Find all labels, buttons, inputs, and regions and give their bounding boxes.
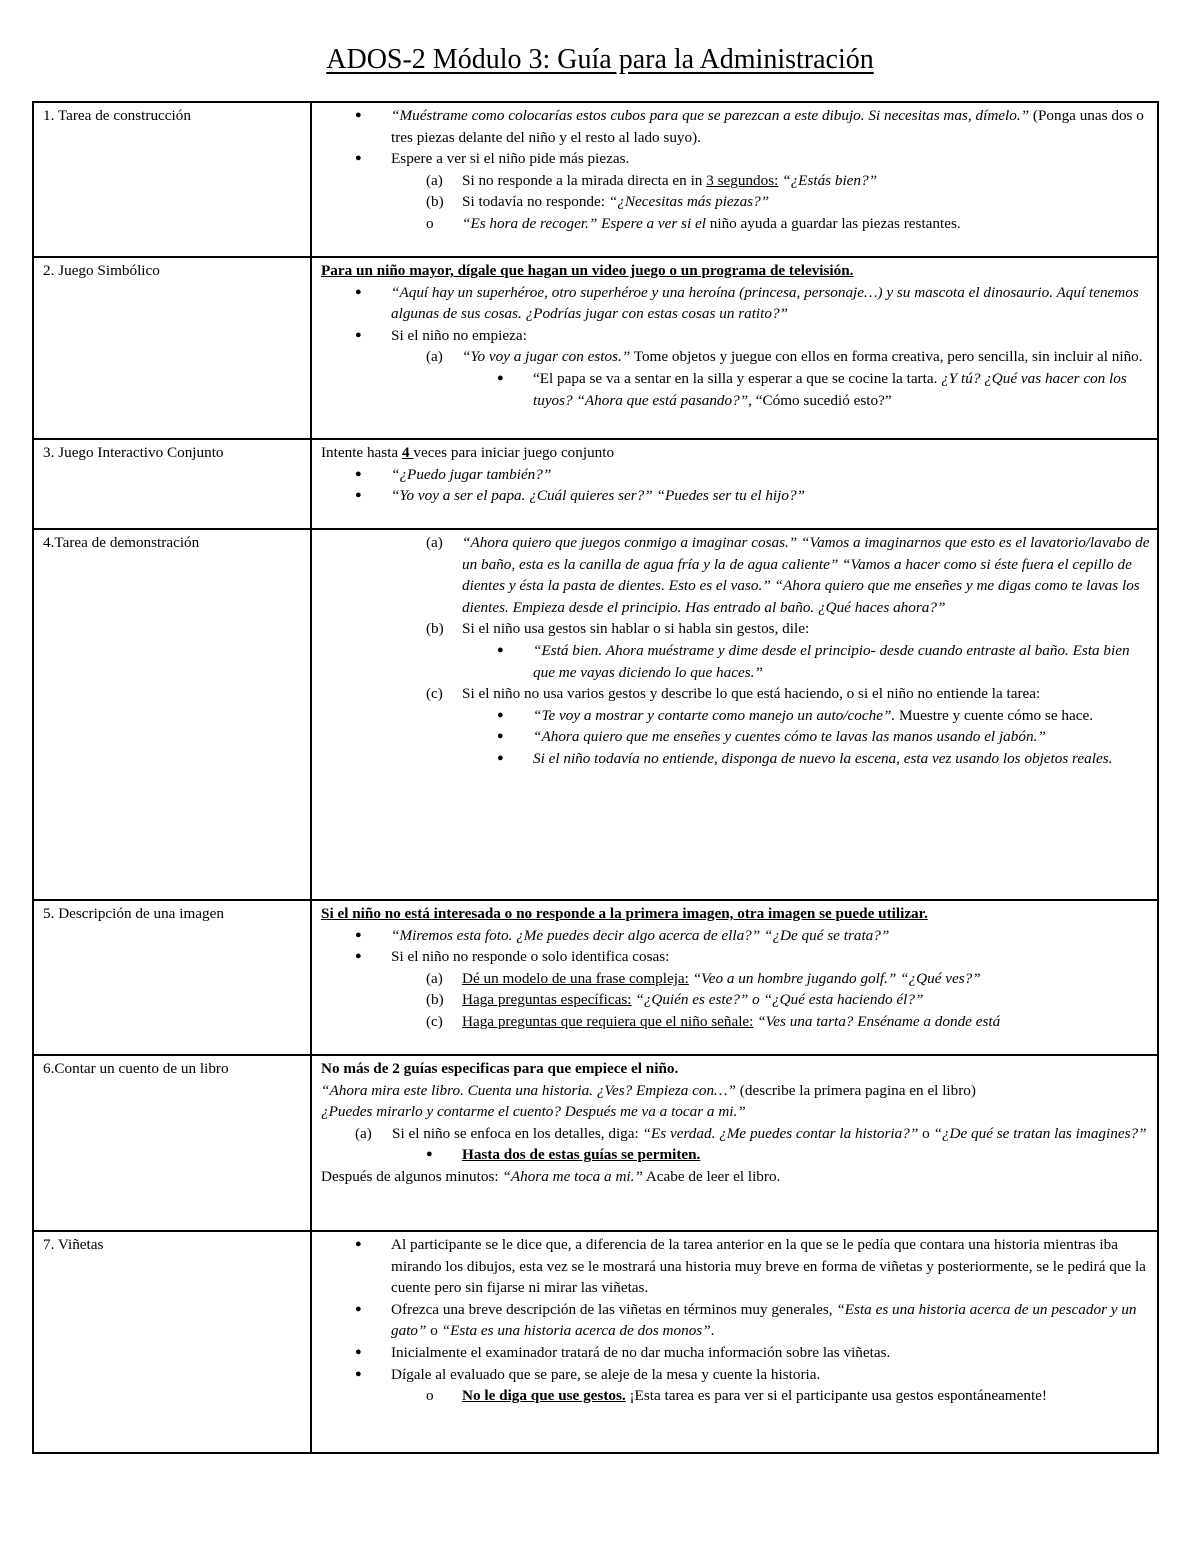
table-row [33,102,1158,257]
list-item: o “Es hora de recoger.” Espere a ver si el niño ayuda a guardar las piezas restantes. [426,214,961,232]
list-item: (c) Si el niño no usa varios gestos y describe lo que está haciendo, o si el niño no entiende la tarea: [426,685,1041,703]
task-label: 4.Tarea de demonstración [33,529,311,900]
row-text: “Ahora mira este libro. Cuenta una historia. ¿Ves? Empieza con…” (describe la primera pagina en el libro) [321,1081,976,1099]
list-item: ● “Aquí hay un superhéroe, otro superhéroe y una heroína (princesa, personaje…) y su mascota el dinosaurio. Aquí tenemos algunas de sus cosas. ¿Podrías jugar con estas cosas un ratito?” [321,282,1151,325]
row-header: No más de 2 guías especificas para que empiece el niño. [321,1060,679,1077]
list-item: ● Si el niño no responde o solo identifica cosas: [321,946,1151,968]
list-item: ● “El papa se va a sentar en la silla y esperar a que se cocine la tarta. ¿Y tú? ¿Qué vas hacer con los tuyos? “Ahora que está pasando?”, “Cómo sucedió esto?” [321,368,1151,411]
list-item: ● Inicialmente el examinador tratará de no dar mucha información sobre las viñetas. [321,1342,1151,1364]
row-text: ¿Puedes mirarlo y contarme el cuento? Después me va a tocar a mi.” [321,1103,746,1121]
table-row [33,1231,1158,1453]
row-header: Si el niño no está interesada o no responde a la primera imagen, otra imagen se puede utilizar. [321,905,928,922]
list-item: ● Dígale al evaluado que se pare, se aleje de la mesa y cuente la historia. [321,1364,1151,1386]
table-row [33,257,1158,439]
list-item: ● Hasta dos de estas guías se permiten. [321,1144,1151,1166]
list-item: (a) Si no responde a la mirada directa en in 3 segundos: “¿Estás bien?” [426,171,878,189]
task-instructions [311,529,1158,900]
list-item: ● Si el niño todavía no entiende, disponga de nuevo la escena, esta vez usando los objetos reales. [321,748,1151,770]
page-title: ADOS-2 Módulo 3: Guía para la Administración [326,44,874,75]
table-row [33,900,1158,1055]
row-text: Después de algunos minutos: “Ahora me toca a mi.” Acabe de leer el libro. [321,1167,781,1185]
list-item: (b) Si el niño usa gestos sin hablar o si habla sin gestos, dile: [426,620,810,638]
list-item: ● Espere a ver si el niño pide más piezas. [321,148,1151,170]
table-row [33,1055,1158,1231]
list-item: ● “Ahora quiero que me enseñes y cuentes cómo te lavas las manos usando el jabón.” [321,726,1151,748]
list-item: ● “¿Puedo jugar también?” [321,464,1151,486]
task-label: 1. Tarea de construcción [33,102,311,257]
list-item: ● Al participante se le dice que, a diferencia de la tarea anterior en la que se le pedía que contara una historia mientras iba mirando los dibujos, esta vez se le mostrará una historia muy breve en forma de viñetas y posteriormente, se le pedirá que la cuente pero sin fijarse ni mirar las viñetas. [321,1234,1151,1299]
task-instructions [311,439,1158,529]
list-item: ● Si el niño no empieza: [321,325,1151,347]
list-item: ● “Te voy a mostrar y contarte como manejo un auto/coche”. Muestre y cuente cómo se hace. [321,705,1151,727]
task-label: 2. Juego Simbólico [33,257,311,439]
task-instructions [311,102,1158,257]
list-item: ● Ofrezca una breve descripción de las viñetas en términos muy generales, “Esta es una historia acerca de un pescador y un gato” o “Esta es una historia acerca de dos monos”. [321,1299,1151,1342]
list-item: o No le diga que use gestos. ¡Esta tarea es para ver si el participante usa gestos espontáneamente! [426,1387,1047,1405]
list-item: (b) Haga preguntas específicas: “¿Quién es este?” o “¿Qué esta haciendo él?” [426,991,924,1009]
list-item: (c) Haga preguntas que requiera que el niño señale: “Ves una tarta? Enséname a donde está [426,1012,1001,1030]
administration-table [32,101,1159,1454]
list-item: ● “Miremos esta foto. ¿Me puedes decir algo acerca de ella?” “¿De qué se trata?” [321,925,1151,947]
task-instructions [311,257,1158,439]
list-item: (a) “Ahora quiero que juegos conmigo a imaginar cosas.” “Vamos a imaginarnos que esto es el lavatorio/lavabo de un baño, esta es la canilla de agua fría y la de agua caliente” “Vamos a hacer como si éste fuera el cepillo de dientes y ésta la pasta de dientes. Esto es el vaso.” “Ahora quiero que me enseñes y me digas como te lavas los dientes. Empieza desde el principio. Has entrado al baño. ¿Qué haces ahora?” [426,534,1150,616]
list-item: (a) Dé un modelo de una frase compleja: “Veo a un hombre jugando golf.” “¿Qué ves?” [426,969,981,987]
task-instructions [311,1055,1158,1231]
list-item: (a) “Yo voy a jugar con estos.” Tome objetos y juegue con ellos en forma creativa, pero sencilla, sin incluir al niño. [426,348,1143,366]
row-header: Para un niño mayor, dígale que hagan un video juego o un programa de televisión. [321,262,854,279]
task-label: 3. Juego Interactivo Conjunto [33,439,311,529]
list-item: (b) Si todavía no responde: “¿Necesitas más piezas?” [426,193,770,211]
row-intro: Intente hasta 4 veces para iniciar juego conjunto [321,444,615,461]
task-instructions [311,900,1158,1055]
task-instructions [311,1231,1158,1453]
table-row [33,529,1158,900]
list-item: ● “Está bien. Ahora muéstrame y dime desde el principio- desde cuando entraste al baño. Esta bien que me vayas diciendo lo que haces.” [321,640,1151,683]
task-label: 6.Contar un cuento de un libro [33,1055,311,1231]
task-label: 5. Descripción de una imagen [33,900,311,1055]
list-item: (a) Si el niño se enfoca en los detalles, diga: “Es verdad. ¿Me puedes contar la historia?” o “¿De qué se tratan las imagines?” [355,1124,1147,1142]
table-row [33,439,1158,529]
list-item: ● “Muéstrame como colocarías estos cubos para que se parezcan a este dibujo. Si necesitas mas, dímelo.” (Ponga unas dos o tres piezas delante del niño y el resto al lado suyo). [321,105,1151,148]
task-label: 7. Viñetas [33,1231,311,1453]
list-item: ● “Yo voy a ser el papa. ¿Cuál quieres ser?” “Puedes ser tu el hijo?” [321,485,1151,507]
